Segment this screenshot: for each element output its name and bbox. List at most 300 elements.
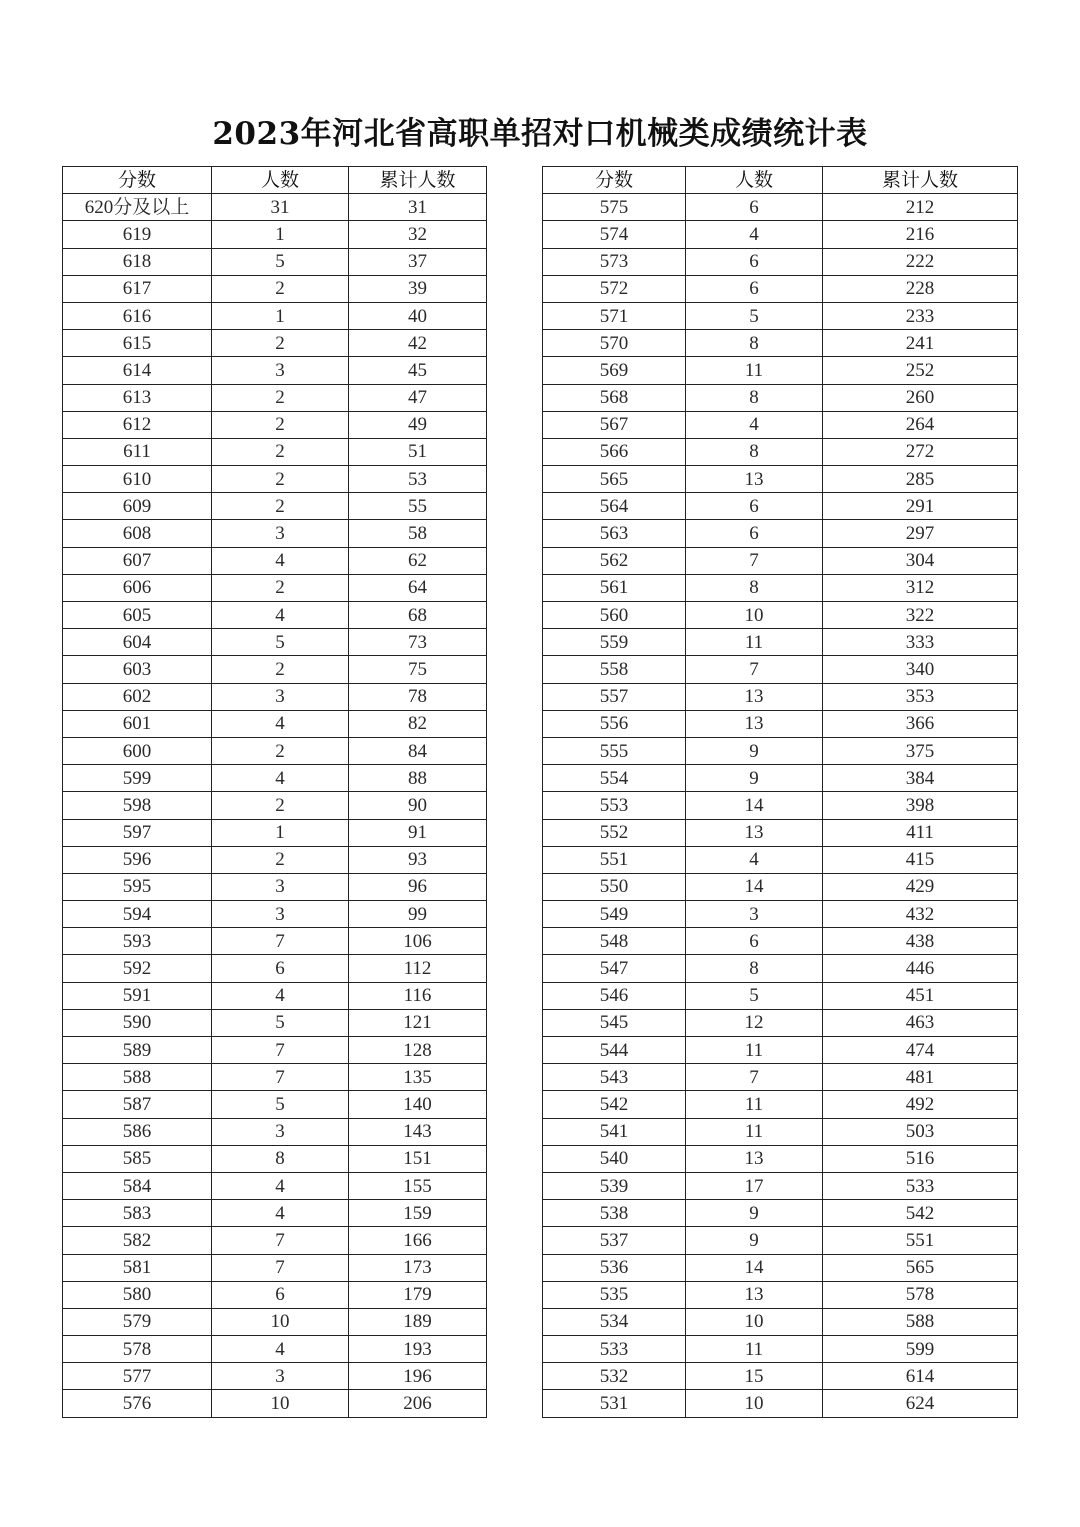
count-cell: 5 bbox=[212, 248, 349, 275]
count-cell: 13 bbox=[686, 1145, 823, 1172]
table-row bbox=[63, 928, 487, 955]
cumulative-cell: 88 bbox=[349, 765, 487, 792]
count-cell: 3 bbox=[212, 357, 349, 384]
cumulative-cell: 58 bbox=[349, 520, 487, 547]
table-row bbox=[63, 248, 487, 275]
header-count: 人数 bbox=[686, 167, 823, 194]
score-cell: 614 bbox=[63, 357, 212, 384]
cumulative-cell: 121 bbox=[349, 1009, 487, 1036]
cumulative-cell: 78 bbox=[349, 683, 487, 710]
table-row bbox=[543, 765, 1018, 792]
score-cell: 611 bbox=[63, 438, 212, 465]
score-cell: 548 bbox=[543, 928, 686, 955]
count-cell: 11 bbox=[686, 1336, 823, 1363]
table-row bbox=[63, 602, 487, 629]
count-cell: 6 bbox=[686, 493, 823, 520]
score-cell: 612 bbox=[63, 411, 212, 438]
score-cell: 606 bbox=[63, 574, 212, 601]
score-cell: 605 bbox=[63, 602, 212, 629]
count-cell: 7 bbox=[212, 1227, 349, 1254]
count-cell: 2 bbox=[212, 384, 349, 411]
table-row bbox=[543, 275, 1018, 302]
score-table-left bbox=[62, 166, 487, 1418]
table-row bbox=[543, 1037, 1018, 1064]
count-cell: 1 bbox=[212, 221, 349, 248]
table-row bbox=[543, 574, 1018, 601]
score-cell: 536 bbox=[543, 1254, 686, 1281]
score-cell: 619 bbox=[63, 221, 212, 248]
score-cell: 541 bbox=[543, 1118, 686, 1145]
cumulative-cell: 49 bbox=[349, 411, 487, 438]
table-row bbox=[543, 1363, 1018, 1390]
score-cell: 602 bbox=[63, 683, 212, 710]
count-cell: 8 bbox=[686, 574, 823, 601]
cumulative-cell: 73 bbox=[349, 629, 487, 656]
score-cell: 568 bbox=[543, 384, 686, 411]
score-cell: 555 bbox=[543, 737, 686, 764]
cumulative-cell: 366 bbox=[823, 710, 1018, 737]
cumulative-cell: 159 bbox=[349, 1200, 487, 1227]
score-table-right bbox=[542, 166, 1018, 1418]
cumulative-cell: 135 bbox=[349, 1064, 487, 1091]
score-cell: 591 bbox=[63, 982, 212, 1009]
table-row bbox=[543, 520, 1018, 547]
score-cell: 540 bbox=[543, 1145, 686, 1172]
cumulative-cell: 375 bbox=[823, 737, 1018, 764]
count-cell: 7 bbox=[686, 1064, 823, 1091]
table-row bbox=[543, 1200, 1018, 1227]
cumulative-cell: 68 bbox=[349, 602, 487, 629]
count-cell: 13 bbox=[686, 683, 823, 710]
table-row bbox=[543, 357, 1018, 384]
table-row bbox=[543, 1145, 1018, 1172]
table-row bbox=[63, 765, 487, 792]
cumulative-cell: 179 bbox=[349, 1281, 487, 1308]
count-cell: 10 bbox=[212, 1390, 349, 1417]
score-cell: 590 bbox=[63, 1009, 212, 1036]
cumulative-cell: 166 bbox=[349, 1227, 487, 1254]
table-row bbox=[63, 1118, 487, 1145]
table-row bbox=[543, 493, 1018, 520]
count-cell: 4 bbox=[212, 710, 349, 737]
table-row bbox=[63, 1037, 487, 1064]
score-cell: 544 bbox=[543, 1037, 686, 1064]
score-cell: 556 bbox=[543, 710, 686, 737]
count-cell: 3 bbox=[212, 873, 349, 900]
score-cell: 599 bbox=[63, 765, 212, 792]
table-row bbox=[63, 1254, 487, 1281]
score-cell: 564 bbox=[543, 493, 686, 520]
count-cell: 12 bbox=[686, 1009, 823, 1036]
table-row bbox=[543, 547, 1018, 574]
score-cell: 598 bbox=[63, 792, 212, 819]
table-row bbox=[63, 466, 487, 493]
table-row bbox=[543, 846, 1018, 873]
score-cell: 534 bbox=[543, 1308, 686, 1335]
score-cell: 571 bbox=[543, 302, 686, 329]
table-row bbox=[63, 819, 487, 846]
count-cell: 6 bbox=[686, 248, 823, 275]
cumulative-cell: 233 bbox=[823, 302, 1018, 329]
table-row bbox=[543, 1281, 1018, 1308]
table-row bbox=[543, 411, 1018, 438]
table-row bbox=[543, 248, 1018, 275]
table-row bbox=[543, 302, 1018, 329]
cumulative-cell: 446 bbox=[823, 955, 1018, 982]
cumulative-cell: 40 bbox=[349, 302, 487, 329]
score-cell: 617 bbox=[63, 275, 212, 302]
count-cell: 14 bbox=[686, 873, 823, 900]
cumulative-cell: 260 bbox=[823, 384, 1018, 411]
cumulative-cell: 353 bbox=[823, 683, 1018, 710]
table-row bbox=[63, 710, 487, 737]
table-row bbox=[543, 438, 1018, 465]
cumulative-cell: 252 bbox=[823, 357, 1018, 384]
score-cell: 584 bbox=[63, 1172, 212, 1199]
count-cell: 3 bbox=[212, 683, 349, 710]
count-cell: 13 bbox=[686, 819, 823, 846]
cumulative-cell: 264 bbox=[823, 411, 1018, 438]
score-cell: 595 bbox=[63, 873, 212, 900]
cumulative-cell: 429 bbox=[823, 873, 1018, 900]
count-cell: 6 bbox=[686, 275, 823, 302]
table-row bbox=[63, 1281, 487, 1308]
cumulative-cell: 189 bbox=[349, 1308, 487, 1335]
count-cell: 8 bbox=[212, 1145, 349, 1172]
table-row bbox=[63, 629, 487, 656]
table-row bbox=[543, 901, 1018, 928]
table-row bbox=[63, 275, 487, 302]
table-row bbox=[543, 928, 1018, 955]
table-row bbox=[63, 792, 487, 819]
cumulative-cell: 45 bbox=[349, 357, 487, 384]
cumulative-cell: 64 bbox=[349, 574, 487, 601]
cumulative-cell: 551 bbox=[823, 1227, 1018, 1254]
table-row bbox=[63, 221, 487, 248]
score-cell: 543 bbox=[543, 1064, 686, 1091]
count-cell: 14 bbox=[686, 1254, 823, 1281]
cumulative-cell: 47 bbox=[349, 384, 487, 411]
table-row bbox=[543, 1254, 1018, 1281]
cumulative-cell: 106 bbox=[349, 928, 487, 955]
cumulative-cell: 503 bbox=[823, 1118, 1018, 1145]
score-cell: 562 bbox=[543, 547, 686, 574]
cumulative-cell: 599 bbox=[823, 1336, 1018, 1363]
table-row bbox=[63, 656, 487, 683]
table-row bbox=[543, 194, 1018, 221]
count-cell: 1 bbox=[212, 819, 349, 846]
table-row bbox=[63, 194, 487, 221]
cumulative-cell: 84 bbox=[349, 737, 487, 764]
cumulative-cell: 481 bbox=[823, 1064, 1018, 1091]
count-cell: 9 bbox=[686, 765, 823, 792]
cumulative-cell: 398 bbox=[823, 792, 1018, 819]
count-cell: 6 bbox=[686, 520, 823, 547]
count-cell: 6 bbox=[686, 194, 823, 221]
score-cell: 572 bbox=[543, 275, 686, 302]
count-cell: 5 bbox=[686, 302, 823, 329]
count-cell: 7 bbox=[212, 1064, 349, 1091]
table-row bbox=[543, 1336, 1018, 1363]
cumulative-cell: 415 bbox=[823, 846, 1018, 873]
count-cell: 4 bbox=[212, 765, 349, 792]
score-cell: 592 bbox=[63, 955, 212, 982]
score-cell: 597 bbox=[63, 819, 212, 846]
count-cell: 15 bbox=[686, 1363, 823, 1390]
table-row bbox=[63, 1363, 487, 1390]
cumulative-cell: 624 bbox=[823, 1390, 1018, 1417]
score-cell: 535 bbox=[543, 1281, 686, 1308]
count-cell: 6 bbox=[212, 955, 349, 982]
score-cell: 577 bbox=[63, 1363, 212, 1390]
cumulative-cell: 588 bbox=[823, 1308, 1018, 1335]
cumulative-cell: 222 bbox=[823, 248, 1018, 275]
cumulative-cell: 39 bbox=[349, 275, 487, 302]
score-cell: 600 bbox=[63, 737, 212, 764]
score-cell: 576 bbox=[63, 1390, 212, 1417]
count-cell: 11 bbox=[686, 629, 823, 656]
table-row bbox=[543, 1308, 1018, 1335]
score-cell: 570 bbox=[543, 330, 686, 357]
score-cell: 604 bbox=[63, 629, 212, 656]
score-cell: 585 bbox=[63, 1145, 212, 1172]
cumulative-cell: 312 bbox=[823, 574, 1018, 601]
table-row bbox=[63, 547, 487, 574]
count-cell: 2 bbox=[212, 737, 349, 764]
cumulative-cell: 463 bbox=[823, 1009, 1018, 1036]
cumulative-cell: 228 bbox=[823, 275, 1018, 302]
count-cell: 2 bbox=[212, 846, 349, 873]
table-row bbox=[63, 982, 487, 1009]
table-row bbox=[543, 384, 1018, 411]
table-row bbox=[63, 384, 487, 411]
score-cell: 594 bbox=[63, 901, 212, 928]
cumulative-cell: 438 bbox=[823, 928, 1018, 955]
cumulative-cell: 143 bbox=[349, 1118, 487, 1145]
count-cell: 4 bbox=[686, 411, 823, 438]
table-row bbox=[63, 1227, 487, 1254]
count-cell: 7 bbox=[212, 1037, 349, 1064]
score-cell: 618 bbox=[63, 248, 212, 275]
score-cell: 537 bbox=[543, 1227, 686, 1254]
score-cell: 563 bbox=[543, 520, 686, 547]
score-cell: 581 bbox=[63, 1254, 212, 1281]
cumulative-cell: 62 bbox=[349, 547, 487, 574]
count-cell: 17 bbox=[686, 1172, 823, 1199]
score-cell: 533 bbox=[543, 1336, 686, 1363]
table-row bbox=[63, 411, 487, 438]
count-cell: 5 bbox=[686, 982, 823, 1009]
cumulative-cell: 333 bbox=[823, 629, 1018, 656]
count-cell: 8 bbox=[686, 384, 823, 411]
score-cell: 569 bbox=[543, 357, 686, 384]
count-cell: 6 bbox=[686, 928, 823, 955]
score-cell: 589 bbox=[63, 1037, 212, 1064]
page-title: 2023年河北省高职单招对口机械类成绩统计表 bbox=[212, 116, 868, 152]
score-cell: 561 bbox=[543, 574, 686, 601]
count-cell: 2 bbox=[212, 792, 349, 819]
score-cell: 538 bbox=[543, 1200, 686, 1227]
cumulative-cell: 82 bbox=[349, 710, 487, 737]
table-row bbox=[63, 955, 487, 982]
score-cell: 582 bbox=[63, 1227, 212, 1254]
score-cell: 560 bbox=[543, 602, 686, 629]
score-cell: 608 bbox=[63, 520, 212, 547]
table-row bbox=[63, 520, 487, 547]
count-cell: 4 bbox=[686, 846, 823, 873]
count-cell: 10 bbox=[212, 1308, 349, 1335]
count-cell: 3 bbox=[212, 1118, 349, 1145]
table-row bbox=[543, 656, 1018, 683]
count-cell: 13 bbox=[686, 710, 823, 737]
table-row bbox=[63, 302, 487, 329]
cumulative-cell: 516 bbox=[823, 1145, 1018, 1172]
score-cell: 573 bbox=[543, 248, 686, 275]
cumulative-cell: 614 bbox=[823, 1363, 1018, 1390]
count-cell: 11 bbox=[686, 1118, 823, 1145]
score-cell: 546 bbox=[543, 982, 686, 1009]
score-cell: 587 bbox=[63, 1091, 212, 1118]
table-row bbox=[543, 737, 1018, 764]
table-row bbox=[63, 1336, 487, 1363]
cumulative-cell: 474 bbox=[823, 1037, 1018, 1064]
cumulative-cell: 304 bbox=[823, 547, 1018, 574]
cumulative-cell: 151 bbox=[349, 1145, 487, 1172]
table-row bbox=[63, 1009, 487, 1036]
cumulative-cell: 37 bbox=[349, 248, 487, 275]
cumulative-cell: 322 bbox=[823, 602, 1018, 629]
count-cell: 31 bbox=[212, 194, 349, 221]
cumulative-cell: 206 bbox=[349, 1390, 487, 1417]
count-cell: 3 bbox=[686, 901, 823, 928]
count-cell: 2 bbox=[212, 330, 349, 357]
count-cell: 2 bbox=[212, 466, 349, 493]
cumulative-cell: 140 bbox=[349, 1091, 487, 1118]
score-cell: 579 bbox=[63, 1308, 212, 1335]
table-row bbox=[543, 1009, 1018, 1036]
table-row bbox=[543, 683, 1018, 710]
count-cell: 13 bbox=[686, 466, 823, 493]
table-row bbox=[543, 955, 1018, 982]
header-row bbox=[63, 167, 487, 194]
score-cell: 603 bbox=[63, 656, 212, 683]
count-cell: 4 bbox=[212, 547, 349, 574]
table-row bbox=[63, 901, 487, 928]
table-row bbox=[543, 819, 1018, 846]
count-cell: 10 bbox=[686, 1390, 823, 1417]
table-row bbox=[63, 1172, 487, 1199]
cumulative-cell: 193 bbox=[349, 1336, 487, 1363]
table-row bbox=[543, 982, 1018, 1009]
cumulative-cell: 51 bbox=[349, 438, 487, 465]
count-cell: 2 bbox=[212, 411, 349, 438]
table-row bbox=[63, 846, 487, 873]
cumulative-cell: 340 bbox=[823, 656, 1018, 683]
count-cell: 5 bbox=[212, 629, 349, 656]
cumulative-cell: 96 bbox=[349, 873, 487, 900]
count-cell: 5 bbox=[212, 1009, 349, 1036]
score-cell: 607 bbox=[63, 547, 212, 574]
score-cell: 609 bbox=[63, 493, 212, 520]
cumulative-cell: 542 bbox=[823, 1200, 1018, 1227]
score-cell: 566 bbox=[543, 438, 686, 465]
score-cell: 552 bbox=[543, 819, 686, 846]
cumulative-cell: 384 bbox=[823, 765, 1018, 792]
header-score: 分数 bbox=[63, 167, 212, 194]
count-cell: 3 bbox=[212, 520, 349, 547]
cumulative-cell: 55 bbox=[349, 493, 487, 520]
score-cell: 558 bbox=[543, 656, 686, 683]
count-cell: 2 bbox=[212, 275, 349, 302]
score-cell: 554 bbox=[543, 765, 686, 792]
table-row bbox=[63, 357, 487, 384]
cumulative-cell: 196 bbox=[349, 1363, 487, 1390]
score-cell: 610 bbox=[63, 466, 212, 493]
count-cell: 7 bbox=[686, 547, 823, 574]
cumulative-cell: 272 bbox=[823, 438, 1018, 465]
header-count: 人数 bbox=[212, 167, 349, 194]
count-cell: 11 bbox=[686, 1037, 823, 1064]
score-cell: 601 bbox=[63, 710, 212, 737]
score-cell: 574 bbox=[543, 221, 686, 248]
table-row bbox=[543, 1064, 1018, 1091]
cumulative-cell: 241 bbox=[823, 330, 1018, 357]
score-cell: 586 bbox=[63, 1118, 212, 1145]
table-row bbox=[63, 737, 487, 764]
cumulative-cell: 291 bbox=[823, 493, 1018, 520]
score-cell: 545 bbox=[543, 1009, 686, 1036]
score-cell: 550 bbox=[543, 873, 686, 900]
count-cell: 10 bbox=[686, 602, 823, 629]
count-cell: 11 bbox=[686, 1091, 823, 1118]
table-row bbox=[543, 792, 1018, 819]
count-cell: 13 bbox=[686, 1281, 823, 1308]
count-cell: 6 bbox=[212, 1281, 349, 1308]
cumulative-cell: 128 bbox=[349, 1037, 487, 1064]
score-cell: 557 bbox=[543, 683, 686, 710]
table-row bbox=[63, 493, 487, 520]
score-cell: 588 bbox=[63, 1064, 212, 1091]
cumulative-cell: 297 bbox=[823, 520, 1018, 547]
count-cell: 7 bbox=[212, 928, 349, 955]
count-cell: 3 bbox=[212, 1363, 349, 1390]
table-row bbox=[63, 330, 487, 357]
header-row bbox=[543, 167, 1018, 194]
count-cell: 9 bbox=[686, 1227, 823, 1254]
count-cell: 4 bbox=[212, 1336, 349, 1363]
count-cell: 8 bbox=[686, 330, 823, 357]
table-row bbox=[63, 1064, 487, 1091]
cumulative-cell: 173 bbox=[349, 1254, 487, 1281]
score-cell: 583 bbox=[63, 1200, 212, 1227]
score-cell: 578 bbox=[63, 1336, 212, 1363]
count-cell: 2 bbox=[212, 574, 349, 601]
count-cell: 2 bbox=[212, 656, 349, 683]
cumulative-cell: 432 bbox=[823, 901, 1018, 928]
cumulative-cell: 451 bbox=[823, 982, 1018, 1009]
count-cell: 8 bbox=[686, 438, 823, 465]
count-cell: 7 bbox=[686, 656, 823, 683]
cumulative-cell: 411 bbox=[823, 819, 1018, 846]
score-cell: 596 bbox=[63, 846, 212, 873]
count-cell: 9 bbox=[686, 737, 823, 764]
count-cell: 4 bbox=[686, 221, 823, 248]
table-row bbox=[63, 683, 487, 710]
score-cell: 549 bbox=[543, 901, 686, 928]
cumulative-cell: 91 bbox=[349, 819, 487, 846]
count-cell: 1 bbox=[212, 302, 349, 329]
table-row bbox=[543, 629, 1018, 656]
